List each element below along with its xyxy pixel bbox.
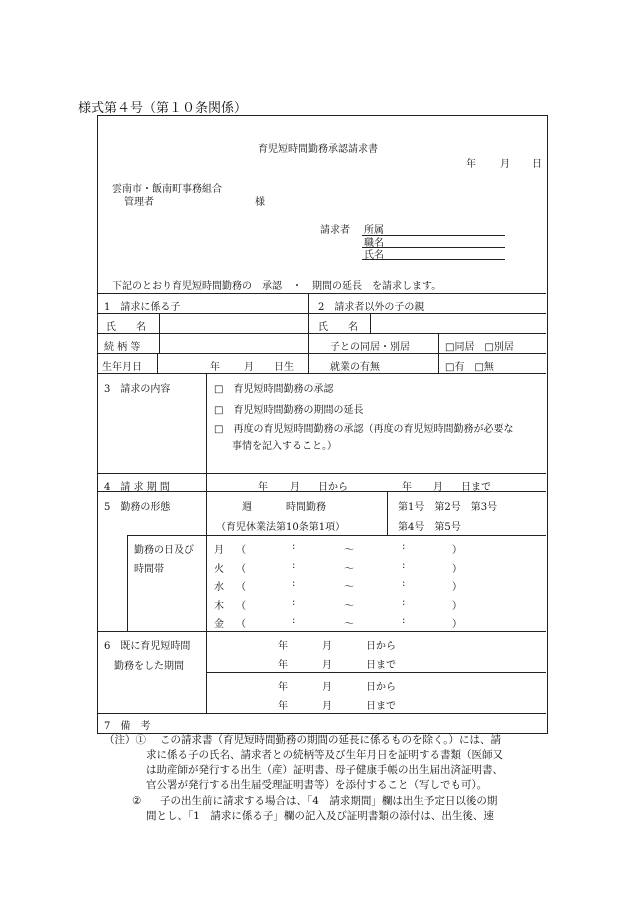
days-label-line2: 時間帯 (134, 564, 164, 575)
prior-period-year: 年 (278, 660, 288, 671)
day-open-paren: （ (236, 582, 246, 593)
days-label-line1: 勤務の日及び (134, 545, 194, 556)
day-close-paren: ） (452, 582, 462, 593)
cohab-options[interactable]: □同居 □別居 (445, 342, 514, 353)
birth-day: 日生 (274, 362, 294, 373)
period-to-suffix: 日まで (461, 482, 491, 493)
prior-period-suffix: 日まで (366, 701, 396, 712)
day-start-colon: : (292, 541, 296, 552)
note1-line2: 求に係る子の氏名、請求者との続柄等及び生年月日を証明する書類（医師又 (146, 749, 503, 761)
day-end-colon: : (402, 560, 406, 571)
work-types-line2[interactable]: 第4号 第5号 (398, 522, 461, 533)
day-start-colon: : (292, 615, 296, 626)
day-name: 月 (214, 545, 224, 556)
day-end-colon: : (402, 615, 406, 626)
sec3-option-reapproval-note: 事情を記入すること。） (232, 441, 337, 452)
prior-period-month: 月 (322, 660, 332, 671)
period-to-year: 年 (402, 482, 412, 493)
sec5-title: 5 勤務の形態 (104, 502, 171, 513)
note2-line1: 子の出生前に請求する場合は、「4 請求期間」欄は出生予定日以後の期 (160, 795, 498, 807)
day-close-paren: ） (452, 619, 462, 630)
addressee-honorific: 様 (255, 197, 265, 208)
day-end-colon: : (402, 578, 406, 589)
employ-options[interactable]: □有 □無 (445, 362, 494, 373)
prior-period-year: 年 (278, 701, 288, 712)
work-law-reference: （育児休業法第10条第1項） (216, 522, 346, 533)
note2-line2: 間とし、「1 請求に係る子」欄の記入及び証明書類の添付は、出生後、速 (146, 810, 494, 822)
form-number: 様式第４号（第１０条関係） (78, 101, 248, 116)
day-name: 金 (214, 619, 224, 630)
rule-relation-row (97, 333, 546, 334)
note1-line1: この請求書（育児短時間勤務の期間の延長に係るものを除く。）には、請 (160, 734, 502, 746)
day-tilde: ～ (344, 601, 354, 612)
rule-days-indent (127, 535, 128, 631)
note2-marker: ② (132, 795, 142, 807)
day-open-paren: （ (236, 545, 246, 556)
requester-label: 請求者 (320, 225, 350, 236)
work-types-line1[interactable]: 第1号 第2号 第3号 (398, 502, 498, 513)
rule-left-label-col (159, 313, 160, 353)
sec2-name-label: 氏 名 (318, 322, 358, 333)
day-name: 水 (214, 582, 224, 593)
intro-text: 下記のとおり育児短時間勤務の 承認 ・ 期間の延長 を請求します。 (112, 281, 442, 292)
prior-period-year: 年 (278, 641, 288, 652)
birth-month: 月 (244, 362, 254, 373)
day-tilde: ～ (344, 564, 354, 575)
sec2-employ-label: 就業の有無 (330, 362, 380, 373)
name-underline (362, 259, 505, 260)
day-start-colon: : (292, 578, 296, 589)
day-start-colon: : (292, 597, 296, 608)
day-open-paren: （ (236, 619, 246, 630)
notes-prefix: （注）① (104, 734, 146, 746)
form-title: 育児短時間勤務承認請求書 (258, 144, 378, 155)
date-month: 月 (500, 159, 510, 170)
sec3-option-approval[interactable]: □ 育児短時間勤務の承認 (214, 384, 334, 395)
day-name: 木 (214, 601, 224, 612)
rule-col-middle (308, 293, 309, 373)
requester-name-label: 氏名 (364, 250, 384, 261)
sec3-title: 3 請求の内容 (104, 384, 171, 395)
work-hours: 時間勤務 (286, 502, 326, 513)
prior-period-month: 月 (322, 701, 332, 712)
sec1-name-label: 氏 名 (106, 322, 146, 333)
rule-sec1-top (97, 293, 546, 294)
prior-period-month: 月 (322, 682, 332, 693)
period-to-month: 月 (433, 482, 443, 493)
rule-sec6-mid (207, 672, 546, 673)
sec3-option-extension[interactable]: □ 育児短時間勤務の期間の延長 (214, 405, 364, 416)
rule-right-name-col (370, 313, 371, 333)
day-close-paren: ） (452, 564, 462, 575)
rule-sec7-top (97, 713, 546, 714)
addressee-role: 管理者 (124, 197, 154, 208)
rule-days-top (127, 535, 546, 536)
period-from-month: 月 (290, 482, 300, 493)
addressee-org: 雲南市・飯南町事務組合 (112, 184, 222, 195)
rule-birth-label-col (157, 353, 158, 373)
day-tilde: ～ (344, 545, 354, 556)
rule-sec6-label-col (206, 631, 207, 713)
rule-sec3-5-label-col (206, 373, 207, 535)
rule-sec4-top (97, 473, 546, 474)
sec6-title-line2: 勤務をした期間 (114, 661, 184, 672)
sec4-title: 4 請 求 期 間 (104, 482, 170, 493)
day-tilde: ～ (344, 582, 354, 593)
day-close-paren: ） (452, 545, 462, 556)
requester-affiliation-label: 所属 (364, 225, 384, 236)
rule-right-option-col (438, 333, 439, 373)
rule-sec5-type-col (387, 491, 388, 535)
rule-sec6-top (97, 631, 546, 632)
requester-position-label: 職名 (364, 238, 384, 249)
date-day: 日 (532, 159, 542, 170)
day-open-paren: （ (236, 601, 246, 612)
date-year: 年 (466, 159, 476, 170)
sec3-option-reapproval[interactable]: □ 再度の育児短時間勤務の承認（再度の育児短時間勤務が必要な (214, 424, 514, 435)
day-name: 火 (214, 564, 224, 575)
period-from-suffix: 日から (318, 482, 348, 493)
sec2-title: 2 請求者以外の子の親 (318, 302, 425, 313)
work-week: 週 (242, 502, 252, 513)
prior-period-suffix: 日まで (366, 660, 396, 671)
prior-period-suffix: 日から (366, 682, 396, 693)
note1-line3: は助産師が発行する出生（産）証明書、母子健康手帳の出生届出済証明書、 (146, 764, 503, 776)
prior-period-suffix: 日から (366, 641, 396, 652)
prior-period-year: 年 (278, 682, 288, 693)
day-close-paren: ） (452, 601, 462, 612)
prior-period-month: 月 (322, 641, 332, 652)
day-end-colon: : (402, 541, 406, 552)
sec1-relation-label: 続 柄 等 (104, 342, 141, 353)
sec7-title: 7 備 考 (104, 721, 151, 732)
rule-birth-row (97, 353, 546, 354)
sec1-title: 1 請求に係る子 (104, 302, 181, 313)
note1-line4: 官公署が発行する出生届受理証明書等）を添付すること（写しでも可）。 (146, 779, 488, 791)
sec2-cohab-label: 子との同居・別居 (330, 342, 410, 353)
day-open-paren: （ (236, 564, 246, 575)
sec1-birth-label: 生年月日 (102, 362, 142, 373)
rule-name-row (97, 313, 546, 314)
birth-year: 年 (210, 362, 220, 373)
day-end-colon: : (402, 597, 406, 608)
sec6-title-line1: 6 既に育児短時間 (104, 641, 191, 652)
period-from-year: 年 (258, 482, 268, 493)
rule-sec3-top (97, 373, 546, 374)
day-start-colon: : (292, 560, 296, 571)
day-tilde: ～ (344, 619, 354, 630)
rule-days-label-col (206, 535, 207, 631)
